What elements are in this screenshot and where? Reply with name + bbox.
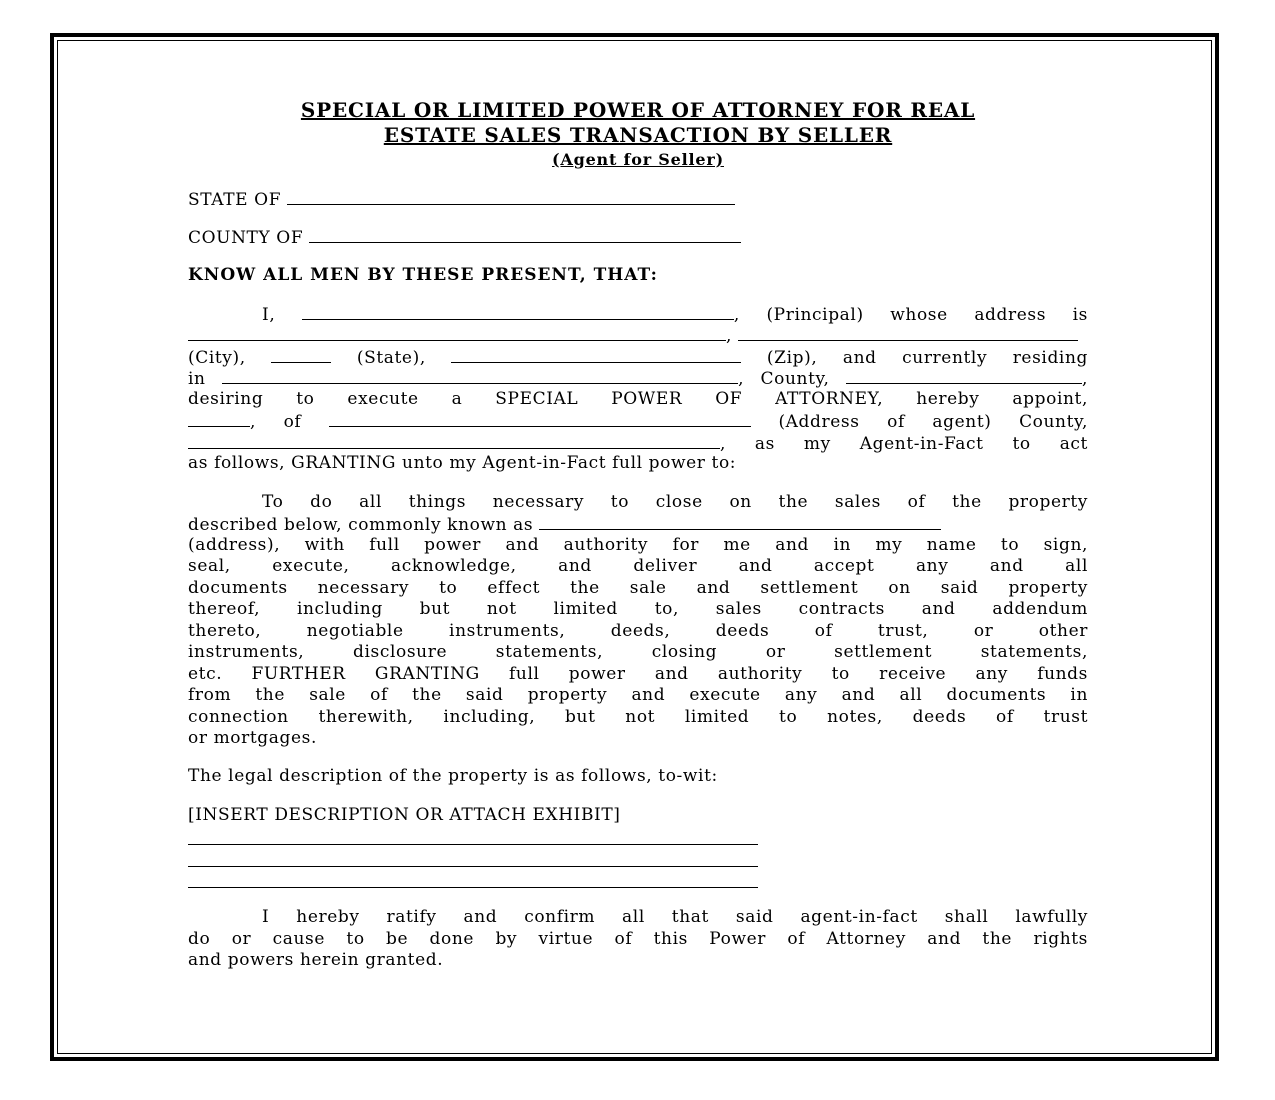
ratify-line-2: do or cause to be done by virtue of this Power of Attorney and the rights — [188, 929, 1088, 949]
address-comma: , — [726, 326, 733, 346]
state-field[interactable] — [287, 188, 735, 205]
powers-line-6: thereof, including but not limited to, sales contracts and addendum — [188, 599, 1088, 619]
as-my-agent-text: , as my Agent-in-Fact to act — [720, 434, 1088, 454]
powers-line-11: connection therewith, including, but not limited to notes, deeds of trust — [188, 707, 1088, 727]
city-label: (City), — [188, 348, 246, 368]
powers-line-8: instruments, disclosure statements, closing or settlement statements, — [188, 642, 1088, 662]
agent-line — [188, 410, 1088, 432]
property-address-field[interactable] — [539, 513, 941, 530]
county-text: , County, — [738, 369, 830, 389]
desiring-line: desiring to execute a SPECIAL POWER OF ATTORNEY, hereby appoint, — [188, 389, 1088, 409]
state-line — [188, 188, 735, 210]
county-label: COUNTY OF — [188, 228, 304, 248]
residing-county-field[interactable] — [846, 367, 1082, 384]
powers-line-7: thereto, negotiable instruments, deeds, deeds of trust, or other — [188, 621, 1088, 641]
of-label: , of — [250, 412, 302, 432]
agent-address-field[interactable] — [329, 410, 751, 427]
principal-line — [188, 303, 1088, 325]
powers-line-12: or mortgages. — [188, 728, 317, 748]
ratify-line-1: I hereby ratify and confirm all that said agent-in-fact shall lawfully — [262, 907, 1088, 927]
state-label: STATE OF — [188, 190, 282, 210]
residing-line — [188, 367, 1088, 389]
county-end-comma: , — [1081, 369, 1088, 389]
principal-address-text: , (Principal) whose address is — [733, 305, 1088, 325]
address-line — [188, 324, 1078, 346]
powers-line-10: from the sale of the said property and execute any and all documents in — [188, 685, 1088, 705]
legal-description-line: The legal description of the property is as follows, to-wit: — [188, 766, 718, 786]
county-line — [188, 226, 741, 248]
powers-line-2: described below, commonly known as — [188, 513, 941, 535]
powers-line-9: etc. FURTHER GRANTING full power and authority to receive any funds — [188, 664, 1088, 684]
title-line-1: SPECIAL OR LIMITED POWER OF ATTORNEY FOR REAL — [300, 98, 976, 122]
address-agent-label: (Address of agent) County, — [778, 412, 1088, 432]
in-label: in — [188, 369, 206, 389]
powers-line-1: To do all things necessary to close on the sales of the property — [262, 492, 1088, 512]
agent-name-field[interactable] — [188, 410, 250, 427]
principal-name-field[interactable] — [302, 303, 734, 320]
residing-field[interactable] — [222, 367, 738, 384]
powers-line-4: seal, execute, acknowledge, and deliver and accept any and all — [188, 556, 1088, 576]
street-address-field[interactable] — [188, 324, 726, 341]
title-line-2: ESTATE SALES TRANSACTION BY SELLER — [383, 123, 893, 147]
zip-field[interactable] — [451, 346, 741, 363]
city-field[interactable] — [271, 346, 331, 363]
zip-label: (Zip), and currently residing — [766, 348, 1088, 368]
as-follows-line: as follows, GRANTING unto my Agent-in-Fact full power to: — [188, 453, 737, 473]
know-all-men-heading: KNOW ALL MEN BY THESE PRESENT, THAT: — [188, 265, 658, 285]
city-state-zip-line — [188, 346, 1088, 368]
i-label: I, — [262, 305, 276, 325]
description-rule-1[interactable] — [188, 844, 758, 845]
powers-line-3: (address), with full power and authority for me and in my name to sign, — [188, 535, 1088, 555]
subtitle: (Agent for Seller) — [552, 150, 724, 169]
powers-line-5: documents necessary to effect the sale and settlement on said property — [188, 578, 1088, 598]
ratify-line-3: and powers herein granted. — [188, 950, 444, 970]
description-rule-3[interactable] — [188, 887, 758, 888]
agent-county-line — [188, 432, 1088, 454]
agent-county-field[interactable] — [188, 432, 720, 449]
state-abbrev-label: (State), — [356, 348, 426, 368]
description-rule-2[interactable] — [188, 866, 758, 867]
insert-description-line: [INSERT DESCRIPTION OR ATTACH EXHIBIT] — [188, 805, 621, 825]
address-line-2-field[interactable] — [738, 324, 1078, 341]
county-field[interactable] — [309, 226, 741, 243]
